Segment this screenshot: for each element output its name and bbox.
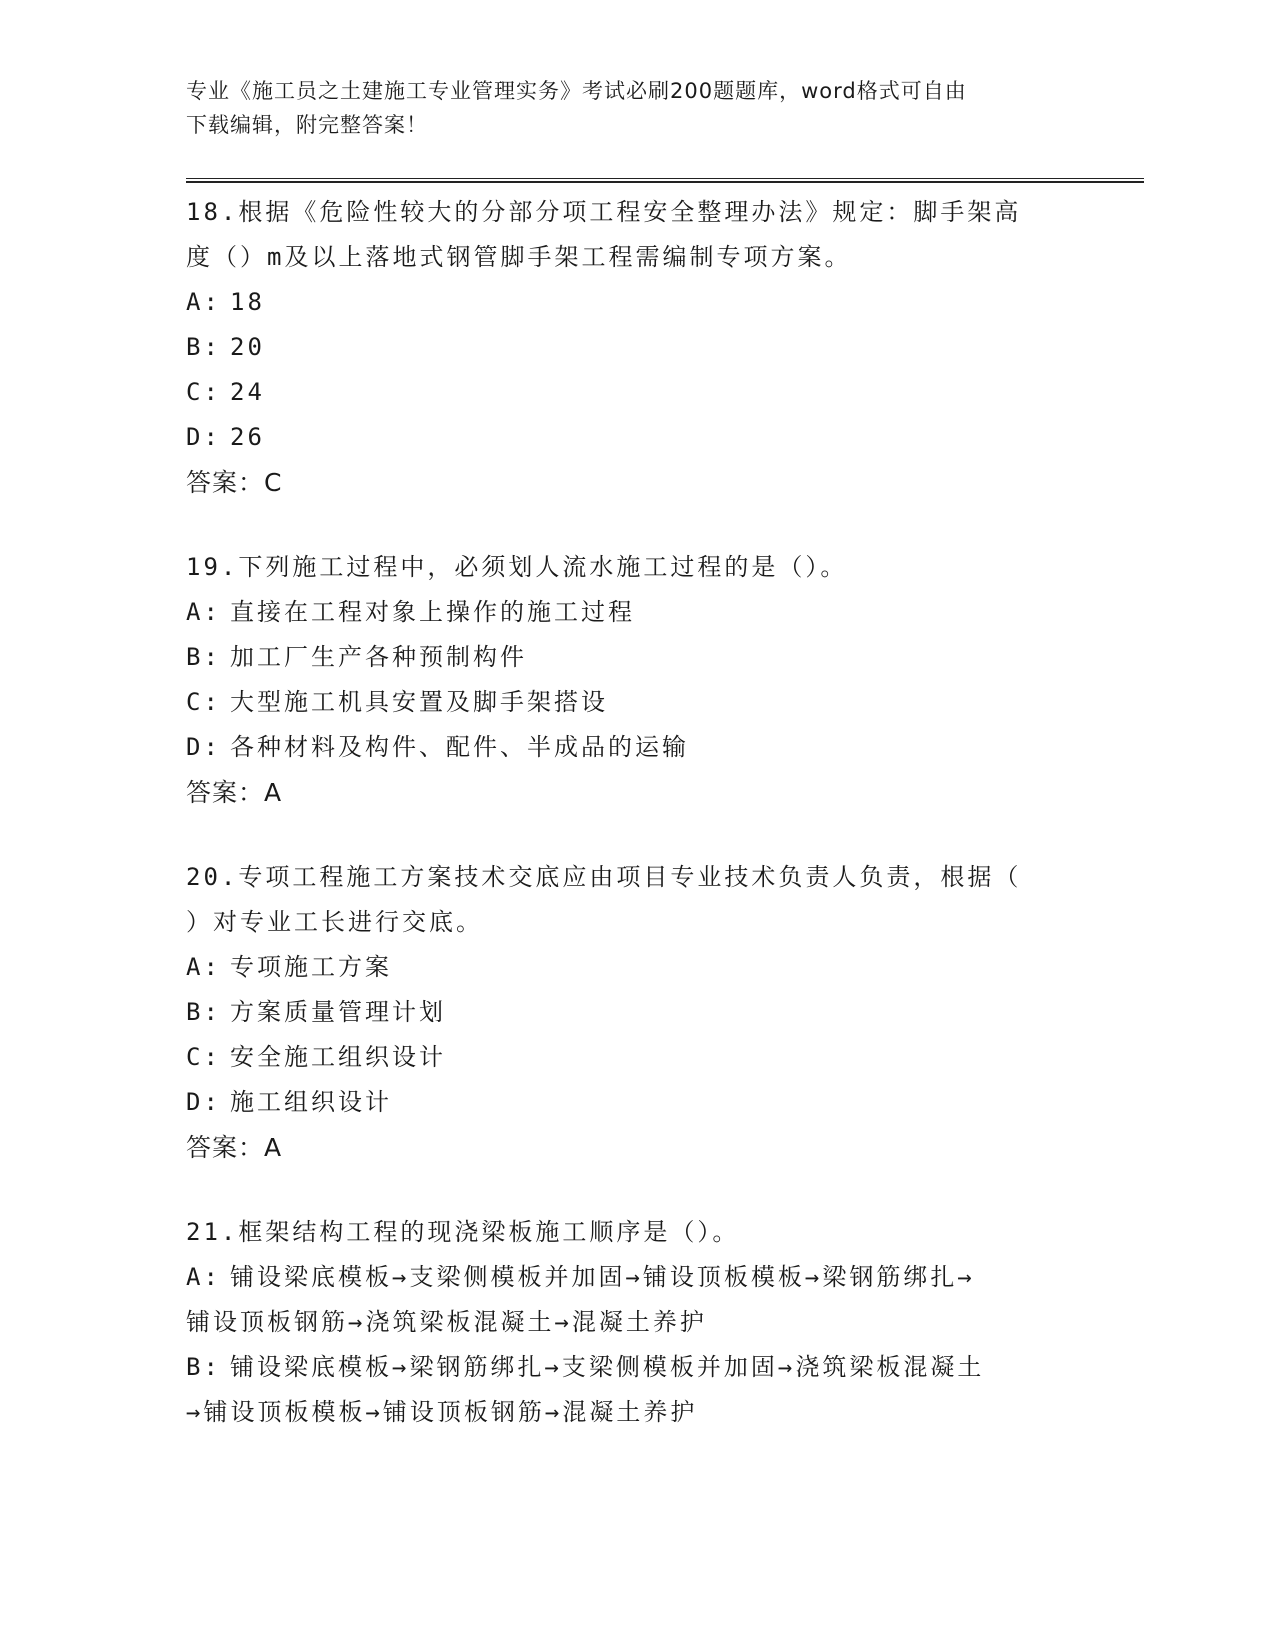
option-text: 安全施工组织设计 (230, 1043, 446, 1071)
option-key: A: (186, 953, 221, 981)
answer-line: 答案：A (186, 1133, 283, 1162)
option-text: 加工厂生产各种预制构件 (230, 643, 527, 671)
option-key: B: (186, 1353, 221, 1381)
answer-line: 答案：C (186, 468, 283, 497)
option-c (186, 680, 1106, 725)
question-text-line: 度（）m及以上落地式钢管脚手架工程需编制专项方案。 (186, 243, 852, 271)
option-key: A: (186, 288, 221, 316)
option-text: 方案质量管理计划 (230, 998, 446, 1026)
option-key: B: (186, 333, 221, 361)
option-b (186, 325, 1106, 370)
option-text: 各种材料及构件、配件、半成品的运输 (230, 733, 689, 761)
option-c (186, 370, 1106, 415)
document-header (186, 74, 1086, 142)
option-text: 26 (230, 423, 265, 451)
option-a (186, 280, 1106, 325)
option-text: 施工组织设计 (230, 1088, 392, 1116)
question-text-line: 21.框架结构工程的现浇梁板施工顺序是（）。 (186, 1218, 740, 1246)
question-list (186, 190, 1106, 1475)
question-text-line: 19.下列施工过程中，必须划人流水施工过程的是（）。 (186, 553, 848, 581)
option-d (186, 725, 1106, 770)
option-text: 24 (230, 378, 265, 406)
option-text: 铺设梁底模板→支梁侧模板并加固→铺设顶板模板→梁钢筋绑扎→ (230, 1263, 975, 1291)
question-21 (186, 1210, 1106, 1435)
question-text-line: 20.专项工程施工方案技术交底应由项目专业技术负责人负责，根据（ (186, 863, 1022, 891)
option-key: A: (186, 1263, 221, 1291)
header-divider (186, 178, 1144, 183)
option-b (186, 635, 1106, 680)
option-text: 直接在工程对象上操作的施工过程 (230, 598, 635, 626)
option-b-continued: →铺设顶板模板→铺设顶板钢筋→混凝土养护 (186, 1398, 698, 1426)
option-key: C: (186, 378, 221, 406)
option-a (186, 590, 1106, 635)
header-line-2: 下载编辑，附完整答案！ (186, 113, 428, 137)
option-b (186, 990, 1106, 1035)
option-key: C: (186, 1043, 221, 1071)
header-line-1: 专业《施工员之土建施工专业管理实务》考试必刷200题题库，word格式可自由 (186, 79, 967, 103)
option-d (186, 415, 1106, 460)
option-key: D: (186, 1088, 221, 1116)
option-b (186, 1345, 1106, 1390)
answer-line: 答案：A (186, 778, 283, 807)
option-c (186, 1035, 1106, 1080)
option-text: 铺设梁底模板→梁钢筋绑扎→支梁侧模板并加固→浇筑梁板混凝土 (230, 1353, 985, 1381)
option-key: A: (186, 598, 221, 626)
option-text: 20 (230, 333, 265, 361)
option-text: 专项施工方案 (230, 953, 392, 981)
option-key: B: (186, 643, 221, 671)
option-a (186, 945, 1106, 990)
option-key: D: (186, 423, 221, 451)
question-text-line: ）对专业工长进行交底。 (186, 908, 483, 936)
option-a-continued: 铺设顶板钢筋→浇筑梁板混凝土→混凝土养护 (186, 1308, 707, 1336)
question-20 (186, 855, 1106, 1170)
option-key: B: (186, 998, 221, 1026)
question-text-line: 18.根据《危险性较大的分部分项工程安全整理办法》规定：脚手架高 (186, 198, 1022, 226)
question-18 (186, 190, 1106, 505)
option-text: 大型施工机具安置及脚手架搭设 (230, 688, 608, 716)
question-19 (186, 545, 1106, 815)
option-key: C: (186, 688, 221, 716)
option-a (186, 1255, 1106, 1300)
option-key: D: (186, 733, 221, 761)
option-d (186, 1080, 1106, 1125)
option-text: 18 (230, 288, 265, 316)
